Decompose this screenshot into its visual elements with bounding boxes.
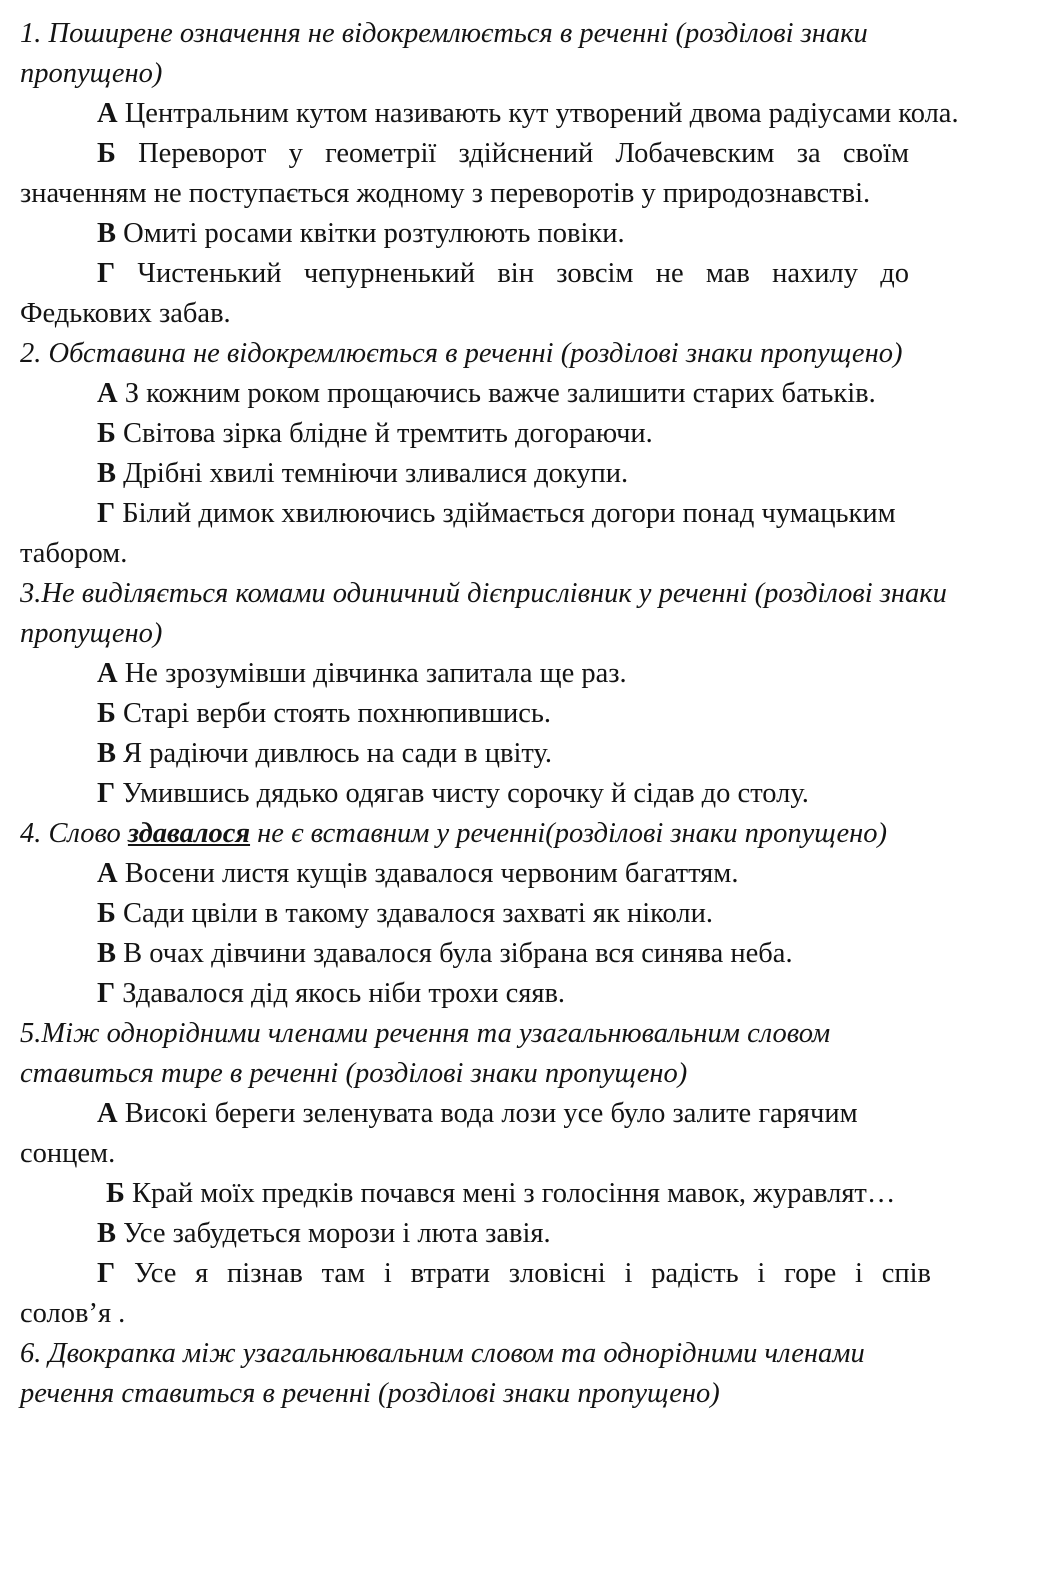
question-1-option-a: А Центральним кутом називають кут утворений двома радіусами кола.	[97, 98, 959, 129]
question-4-option-d: Г Здавалося дід якось ніби трохи сяяв.	[97, 978, 566, 1009]
question-3-option-c: В Я радіючи дивлюсь на сади в цвіту.	[97, 738, 552, 769]
question-3-prompt: 3.Не виділяється комами одиничний дієприслівник у реченні (розділові знаки	[20, 578, 947, 609]
question-3-option-a: А Не зрозумівши дівчинка запитала ще раз.	[97, 658, 627, 689]
question-2-option-d: Г Білий димок хвилюючись здіймається догори понад чумацьким	[97, 498, 896, 529]
question-2-option-b: Б Світова зірка блідне й тремтить догораючи.	[97, 418, 653, 449]
question-3-option-d: Г Умившись дядько одягав чисту сорочку й сідав до столу.	[97, 778, 809, 809]
question-6-prompt-cont: речення ставиться в реченні (розділові знаки пропущено)	[20, 1378, 720, 1409]
question-2-prompt: 2. Обставина не відокремлюється в реченні (розділові знаки пропущено)	[20, 338, 903, 369]
question-5-prompt-cont: ставиться тире в реченні (розділові знаки пропущено)	[20, 1058, 688, 1089]
question-4-prompt: 4. Слово здавалося не є вставним у реченні(розділові знаки пропущено)	[20, 818, 888, 849]
question-1-option-b: Б Переворот у геометрії здійснений Лобачевским за своїм	[97, 138, 909, 169]
question-5-option-d-cont: солов’я .	[20, 1298, 126, 1329]
question-4-option-b: Б Сади цвіли в такому здавалося захваті як ніколи.	[97, 898, 713, 929]
question-5-option-a: А Високі береги зеленувата вода лози усе було залите гарячим	[97, 1098, 858, 1129]
question-5-option-b: Б Край моїх предків почався мені з голосіння мавок, журавлят…	[106, 1178, 896, 1209]
question-2-option-d-cont: табором.	[20, 538, 128, 569]
underlined-word: здавалося	[127, 818, 251, 849]
question-1-option-d: Г Чистенький чепурненький він зовсім не мав нахилу до	[97, 258, 910, 289]
question-5-option-d: Г Усе я пізнав там і втрати зловісні і радість і горе і спів	[97, 1258, 931, 1289]
question-3-prompt-cont: пропущено)	[20, 618, 163, 649]
question-1-prompt: 1. Поширене означення не відокремлюється в реченні (розділові знаки	[20, 18, 868, 49]
question-1-option-d-cont: Федькових забав.	[20, 298, 231, 329]
question-1-option-c: В Омиті росами квітки розтулюють повіки.	[97, 218, 625, 249]
question-2-option-a: А З кожним роком прощаючись важче залишити старих батьків.	[97, 378, 876, 409]
question-2-option-c: В Дрібні хвилі темніючи зливалися докупи.	[97, 458, 629, 489]
question-4-option-c: В В очах дівчини здавалося була зібрана вся синява неба.	[97, 938, 793, 969]
question-5-prompt: 5.Між однорідними членами речення та узагальнювальним словом	[20, 1018, 831, 1049]
question-6-prompt: 6. Двокрапка між узагальнювальним словом та однорідними членами	[20, 1338, 865, 1369]
question-5-option-a-cont: сонцем.	[20, 1138, 116, 1169]
question-4-option-a: А Восени листя кущів здавалося червоним багаттям.	[97, 858, 739, 889]
question-1-prompt-cont: пропущено)	[20, 58, 163, 89]
question-5-option-c: В Усе забудеться морози і люта завія.	[97, 1218, 551, 1249]
question-1-option-b-cont: значенням не поступається жодному з переворотів у природознавстві.	[20, 178, 871, 209]
question-3-option-b: Б Старі верби стоять похнюпившись.	[97, 698, 552, 729]
